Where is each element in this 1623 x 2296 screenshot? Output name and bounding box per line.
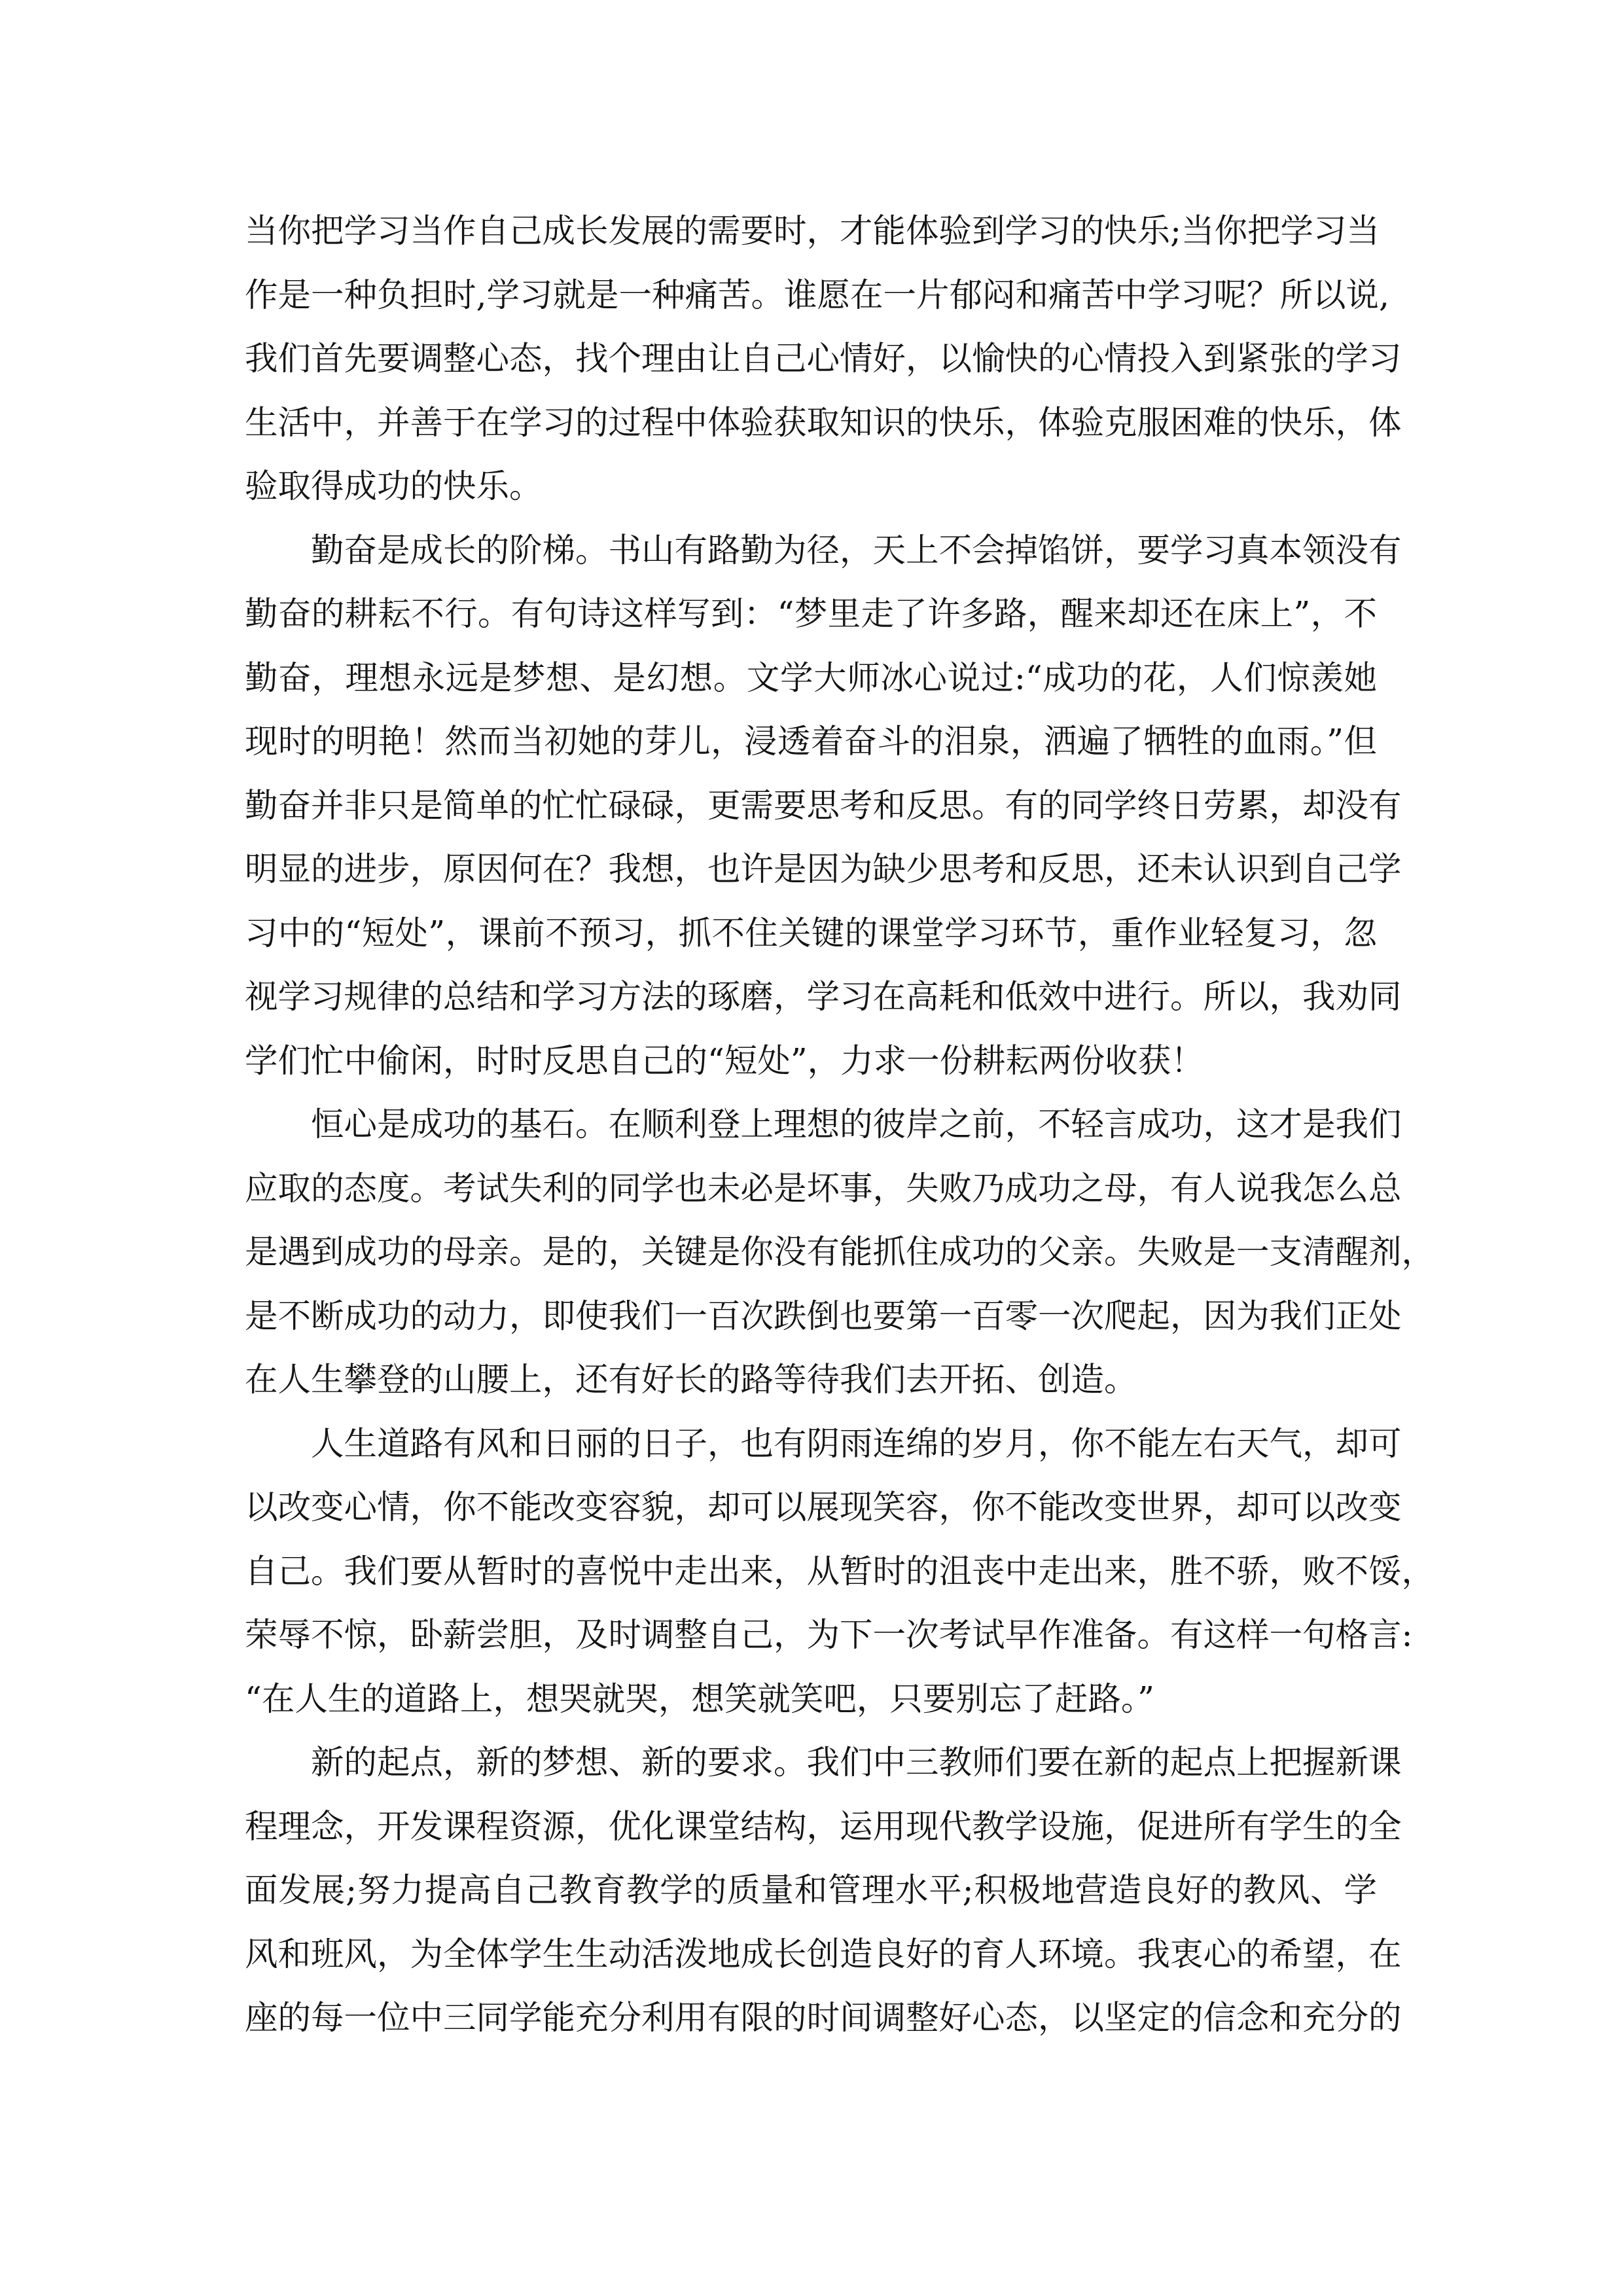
text-line: 面发展;努力提高自己教育教学的质量和管理水平;积极地营造良好的教风、学: [245, 1871, 1377, 1909]
text-line: “在人生的道路上，想哭就哭，想笑就笑吧，只要别忘了赶路。”: [245, 1679, 1154, 1718]
text-line: 荣辱不惊，卧薪尝胆，及时调整自己，为下一次考试早作准备。有这样一句格言:: [245, 1615, 1413, 1654]
text-line: 勤奋是成长的阶梯。书山有路勤为径，天上不会掉馅饼，要学习真本领没有: [311, 530, 1402, 569]
paragraph-4: [245, 1412, 1435, 1731]
text-line: 我们首先要调整心态，找个理由让自己心情好，以愉快的心情投入到紧张的学习: [245, 339, 1402, 378]
text-line: 学们忙中偷闲，时时反思自己的“短处”，力求一份耕耘两份收获！: [245, 1041, 1204, 1080]
text-line: 是遇到成功的母亲。是的，关键是你没有能抓住成功的父亲。失败是一支清醒剂，: [245, 1232, 1435, 1271]
text-line: 作是一种负担时,学习就是一种痛苦。谁愿在一片郁闷和痛苦中学习呢？所以说,: [245, 275, 1390, 314]
paragraph-5: [245, 1731, 1402, 2050]
paragraph-1: [245, 199, 1402, 518]
text-line: 习中的“短处”，课前不预习，抓不住关键的课堂学习环节，重作业轻复习，忽: [245, 913, 1377, 952]
text-line: 当你把学习当作自己成长发展的需要时，才能体验到学习的快乐;当你把学习当: [245, 211, 1380, 250]
text-line: 在人生攀登的山腰上，还有好长的路等待我们去开拓、创造。: [245, 1360, 1137, 1399]
text-line: 勤奋，理想永远是梦想、是幻想。文学大师冰心说过:“成功的花，人们惊羡她: [245, 658, 1377, 697]
text-line: 应取的态度。考试失利的同学也未必是坏事，失败乃成功之母，有人说我怎么总: [245, 1168, 1402, 1208]
text-line: 是不断成功的动力，即使我们一百次跌倒也要第一百零一次爬起，因为我们正处: [245, 1296, 1402, 1335]
document-body: [245, 199, 1435, 2050]
text-line: 座的每一位中三同学能充分利用有限的时间调整好心态，以坚定的信念和充分的: [245, 1998, 1402, 2037]
text-line: 恒心是成功的基石。在顺利登上理想的彼岸之前，不轻言成功，这才是我们: [311, 1105, 1402, 1143]
text-line: 现时的明艳！然而当初她的芽儿，浸透着奋斗的泪泉，洒遍了牺牲的血雨。”但: [245, 722, 1377, 761]
text-line: 生活中，并善于在学习的过程中体验获取知识的快乐，体验克服困难的快乐，体: [245, 403, 1402, 442]
text-line: 勤奋的耕耘不行。有句诗这样写到：“梦里走了许多路，醒来却还在床上”，不: [245, 594, 1377, 633]
text-line: 验取得成功的快乐。: [245, 467, 543, 505]
text-line: 自己。我们要从暂时的喜悦中走出来，从暂时的沮丧中走出来，胜不骄，败不馁，: [245, 1551, 1435, 1590]
text-line: 以改变心情，你不能改变容貌，却可以展现笑容，你不能改变世界，却可以改变: [245, 1488, 1402, 1526]
text-line: 新的起点，新的梦想、新的要求。我们中三教师们要在新的起点上把握新课: [311, 1743, 1402, 1782]
text-line: 人生道路有风和日丽的日子，也有阴雨连绵的岁月，你不能左右天气，却可: [311, 1424, 1402, 1463]
text-line: 勤奋并非只是简单的忙忙碌碌，更需要思考和反思。有的同学终日劳累，却没有: [245, 785, 1402, 825]
text-line: 视学习规律的总结和学习方法的琢磨，学习在高耗和低效中进行。所以，我劝同: [245, 977, 1402, 1016]
paragraph-3: [245, 1092, 1435, 1412]
text-line: 明显的进步，原因何在？我想，也许是因为缺少思考和反思，还未认识到自己学: [245, 850, 1402, 888]
text-line: 风和班风，为全体学生生动活泼地成长创造良好的育人环境。我衷心的希望，在: [245, 1934, 1402, 1973]
text-line: 程理念，开发课程资源，优化课堂结构，运用现代教学设施，促进所有学生的全: [245, 1806, 1402, 1846]
paragraph-2: [245, 518, 1402, 1093]
